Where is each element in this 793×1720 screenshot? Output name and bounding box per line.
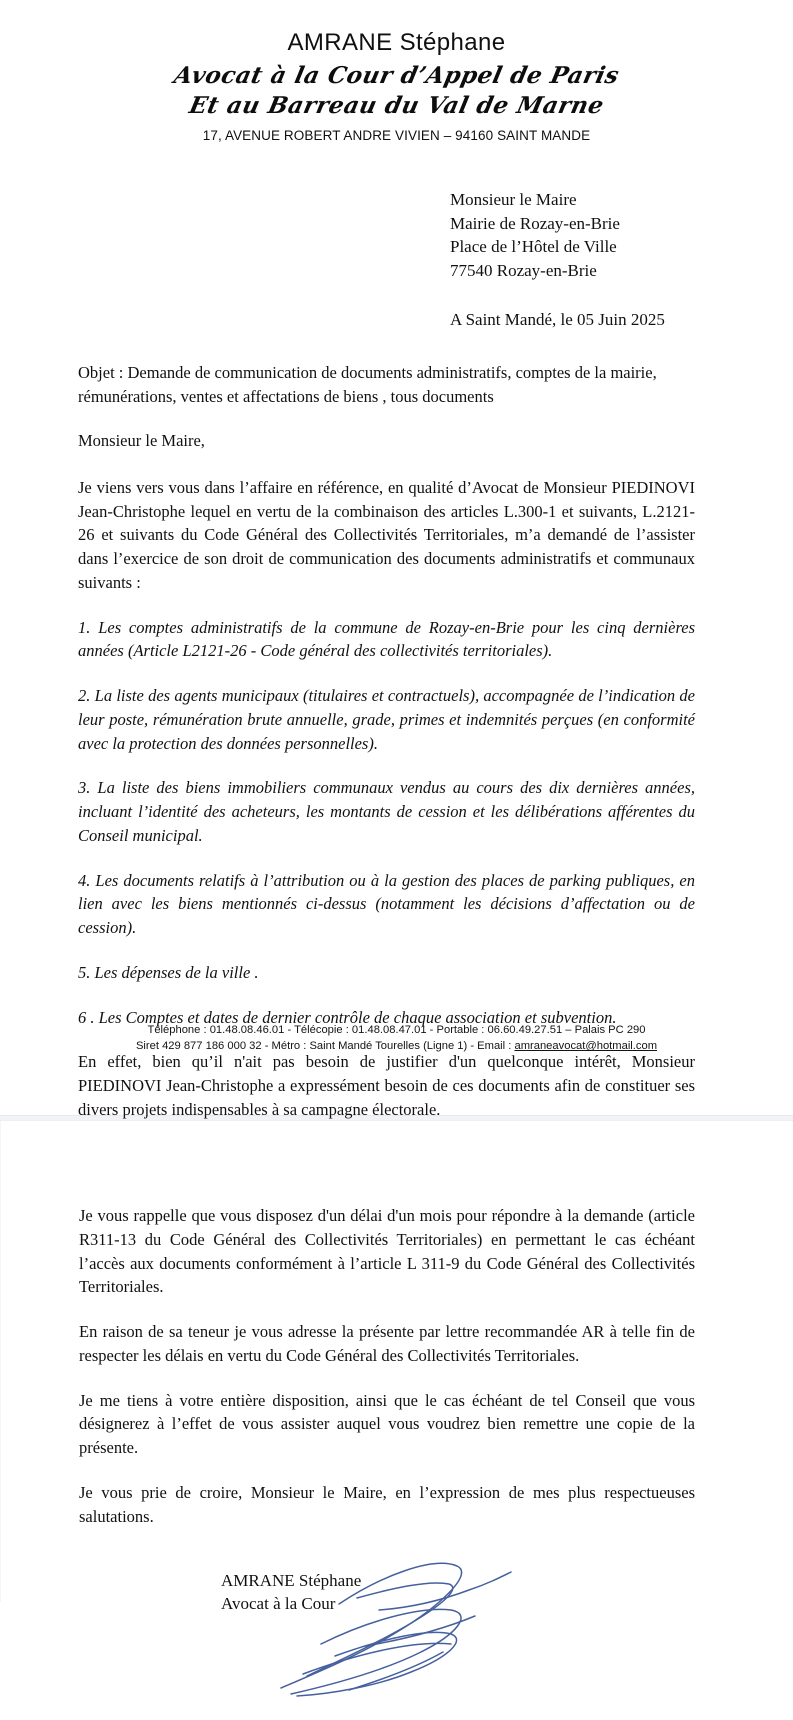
request-item-6: 6 . Les Comptes et dates de dernier contrôle de chaque association et subvention. [78,1007,617,1027]
footer-contact-line: Téléphone : 01.48.08.46.01 - Télécopie : 01.48.08.47.01 - Portable : 06.60.49.27.51 – Palais PC 290 [147,1024,646,1036]
page-2-paragraph-3: Je me tiens à votre entière disposition, ainsi que le cas échéant de tel Conseil que vous désignerez à l’effet de vous assister auquel vous voudrez bien remettre une copie de la présente. [79,1390,695,1457]
page-2-paragraph-2: En raison de sa teneur je vous adresse la présente par lettre recommandée AR à telle fin de respecter les délais en vertu du Code Général des Collectivités Territoriales. [79,1322,695,1365]
recipient-block [450,188,793,282]
letterhead-script-line-1: Avocat à la Cour d’Appel de Paris [171,62,622,90]
page-2 [0,1121,793,1613]
letterhead-name: AMRANE Stéphane [287,29,506,56]
closing-paragraph-page-1: En effet, bien qu’il n'ait pas besoin de justifier d'un quelconque intérêt, Monsieur PIEDINOVI Jean-Christophe a expressément besoin de ces documents afin de constituer ses divers projets indispensables à sa campagne électorale. [78,1052,695,1119]
request-item-2: 2. La liste des agents municipaux (titulaires et contractuels), accompagnée de l’indication de leur poste, rémunération brute annuelle, grade, primes et indemnités perçues (en conformité avec la protection des données personnelles). [78,686,695,753]
footer-siret-line [0,1038,793,1054]
letterhead-script-line-2: Et au Barreau du Val de Marne [186,91,607,119]
recipient-line-3: Place de l’Hôtel de Ville [450,237,617,257]
letterhead-address: 17, AVENUE ROBERT ANDRE VIVIEN – 94160 SAINT MANDE [202,128,591,144]
recipient-line-1: Monsieur le Maire [450,190,577,210]
request-item-3: 3. La liste des biens immobiliers communaux vendus au cours des dix dernières années, incluant l’identité des acheteurs, les montants de cession et les délibérations afférentes du Conseil municipal. [78,778,695,845]
footer-siret-text: Siret 429 877 186 000 32 - Métro : Saint Mandé Tourelles (Ligne 1) - Email : [135,1040,515,1053]
signature-name: AMRANE Stéphane [221,1571,362,1591]
date-line: A Saint Mandé, le 05 Juin 2025 [450,310,665,330]
salutation: Monsieur le Maire, [78,430,205,450]
subject-line: Objet : Demande de communication de documents administratifs, comptes de la mairie, rémunérations, ventes et affectations de biens , tous documents [78,363,657,406]
page-1-body [78,361,695,1122]
signature-title: Avocat à la Cour [221,1593,336,1613]
page-1-footer [0,1022,793,1054]
recipient-line-2: Mairie de Rozay-en-Brie [450,213,620,233]
intro-paragraph: Je viens vers vous dans l’affaire en référence, en qualité d’Avocat de Monsieur PIEDINOVI Jean-Christophe lequel en vertu de la combinaison des articles L.300-1 et suivants, L.2121-26 et suivants du Code Général des Collectivités Territoriales, m’a demandé de l’assister dans l’exercice de son droit de communication des documents administratifs et communaux suivants : [78,477,695,592]
footer-email-link[interactable]: amraneavocat@hotmail.com [514,1040,658,1053]
request-item-4: 4. Les documents relatifs à l’attribution ou à la gestion des places de parking publiques, en lien avec les biens mentionnés ci-dessus (notamment les décisions d’affectation ou de cession). [78,870,695,938]
page-2-paragraph-1: Je vous rappelle que vous disposez d'un délai d'un mois pour répondre à la demande (article R311-13 du Code Général des Collectivités Territoriales) en permettant le cas échéant l’accès aux documents conformément à l’article L 311-9 du Code Général des Collectivités Territoriales. [79,1206,695,1297]
request-item-1: 1. Les comptes administratifs de la commune de Rozay-en-Brie pour les cinq dernières années (Article L2121-26 - Code général des collectivités territoriales). [78,617,695,661]
letterhead [0,0,793,143]
recipient-line-4: 77540 Rozay-en-Brie [450,260,597,280]
page-2-paragraph-4: Je vous prie de croire, Monsieur le Maire, en l’expression de mes plus respectueuses salutations. [79,1482,695,1526]
page-2-body [79,1121,695,1720]
signature-block [221,1570,695,1720]
request-item-5: 5. Les dépenses de la ville . [78,962,259,982]
